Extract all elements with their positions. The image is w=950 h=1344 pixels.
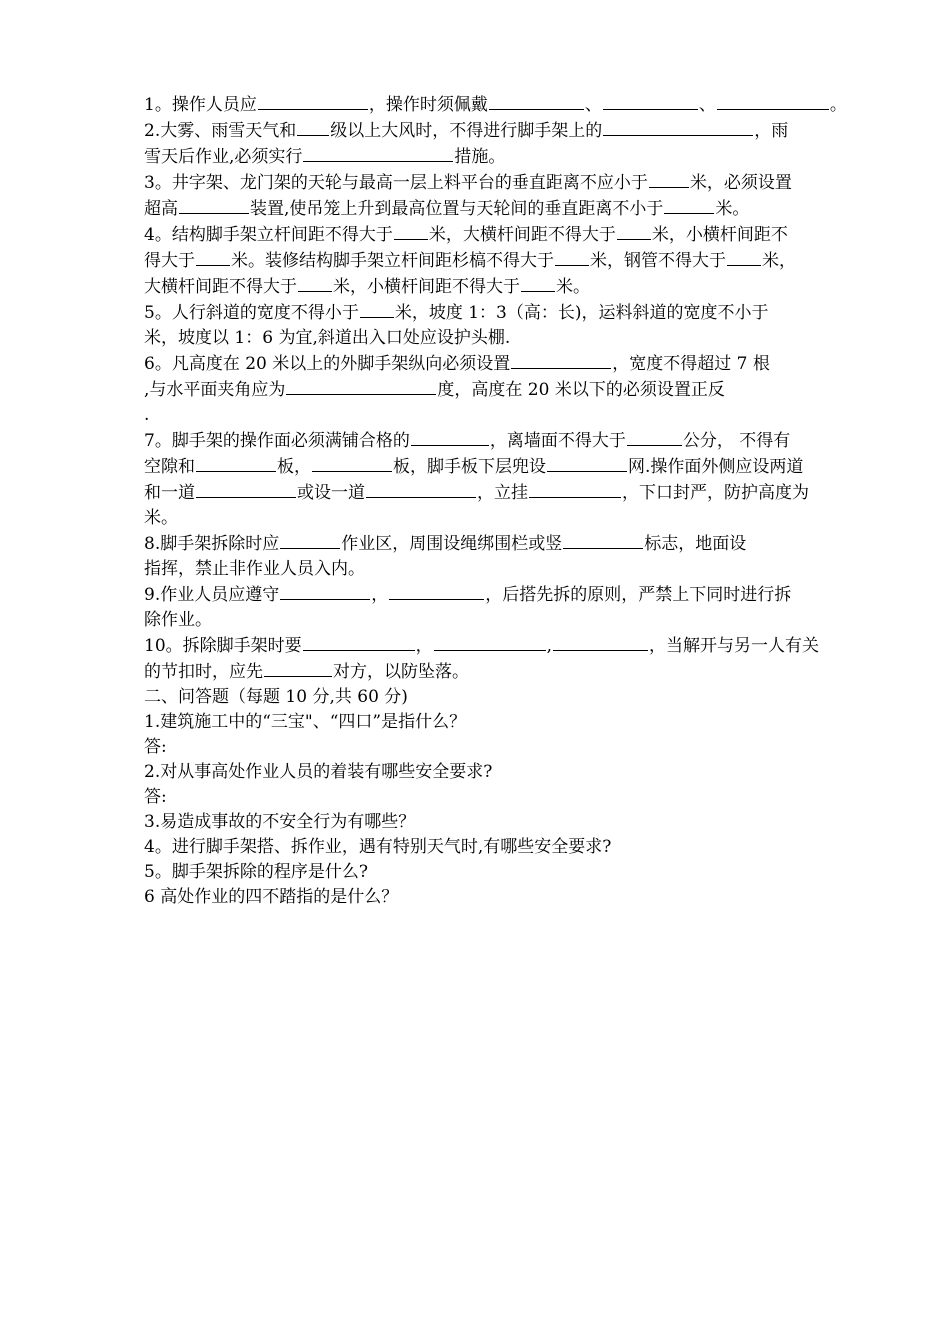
- question-q1: [144, 92, 866, 118]
- question-text: 8.脚手架拆除时应: [144, 534, 280, 554]
- answer-blank: [394, 222, 428, 240]
- answer-blank: [434, 633, 546, 651]
- question-line: [144, 196, 866, 222]
- question-text: 米，大横杆间距不得大于: [428, 225, 616, 245]
- answer-label: 答:: [144, 787, 167, 807]
- answer-blank: [511, 351, 611, 369]
- question-text: 5。人行斜道的宽度不得小于: [144, 303, 359, 323]
- question-line: [144, 248, 866, 274]
- answer-blank: [366, 480, 476, 498]
- qa-item: 2.对从事高处作业人员的着装有哪些安全要求?: [144, 762, 493, 782]
- question-text: 米，钢管不得大于: [590, 251, 726, 271]
- qa-item: 3.易造成事故的不安全行为有哪些？: [144, 812, 416, 832]
- question-text: 网.操作面外侧应设两道: [628, 457, 804, 477]
- question-line: [144, 118, 866, 144]
- question-text: 6。凡高度在 20 米以上的外脚手架纵向必须设置: [144, 354, 511, 374]
- question-text: 空隙和: [144, 457, 195, 477]
- question-text: 度，高度在 20 米以下的必须设置正反: [437, 380, 725, 400]
- question-text: ，立挂: [477, 483, 528, 503]
- question-text: 或设一道: [297, 483, 365, 503]
- question-text: ，离墙面不得大于: [489, 431, 626, 451]
- question-line: [144, 531, 866, 557]
- answer-blank: [627, 428, 682, 446]
- question-text: 标志，地面设: [644, 534, 747, 554]
- question-text: 米。: [715, 199, 750, 219]
- answer-blank: [179, 196, 249, 214]
- answer-label: 答:: [144, 737, 167, 757]
- question-text: ，: [371, 585, 389, 605]
- question-line: [144, 582, 866, 608]
- question-text: 大横杆间距不得大于: [144, 277, 297, 297]
- answer-blank: [529, 480, 621, 498]
- question-text: 米。装修结构脚手架立杆间距杉槁不得大于: [231, 251, 554, 271]
- qa-item: 5。脚手架拆除的程序是什么?: [144, 862, 368, 882]
- answer-blank: [280, 582, 370, 600]
- answer-blank: [547, 454, 627, 472]
- answer-blank: [196, 248, 230, 266]
- question-line: [144, 608, 866, 633]
- question-text: 、: [584, 95, 602, 115]
- question-text: ，下口封严，防护高度为: [622, 483, 809, 503]
- answer-blank: [312, 454, 392, 472]
- question-text: 和一道: [144, 483, 195, 503]
- question-text: 、: [698, 95, 716, 115]
- question-text: 1。操作人员应: [144, 95, 257, 115]
- question-text: .: [144, 405, 150, 425]
- answer-blank: [727, 248, 761, 266]
- question-line: [144, 633, 866, 659]
- answer-blank: [297, 118, 329, 136]
- question-text: 米，小横杆间距不得大于: [333, 277, 520, 297]
- question-q4: [144, 222, 866, 300]
- answer-blank: [617, 222, 651, 240]
- question-text: 的节扣时，应先: [144, 662, 263, 682]
- answer-blank: [649, 170, 689, 188]
- answer-blank: [563, 531, 643, 549]
- answer-blank: [555, 248, 589, 266]
- question-text: 2.大雾、雨雪天气和: [144, 121, 297, 141]
- question-text: ，当解开与另一人有关: [649, 636, 820, 656]
- question-line: [144, 377, 866, 403]
- question-line: [144, 506, 866, 531]
- answer-blank: [196, 454, 276, 472]
- question-line: [144, 403, 866, 428]
- question-text: ，雨: [754, 121, 789, 141]
- question-line: [144, 351, 866, 377]
- question-text: 作业区，周围设绳绑围栏或竖: [341, 534, 563, 554]
- document-page: [144, 92, 866, 910]
- qa-item: 4。进行脚手架搭、拆作业，遇有特别天气时,有哪些安全要求?: [144, 837, 612, 857]
- fill-in-section: [144, 92, 866, 685]
- question-q7: [144, 428, 866, 531]
- answer-blank: [603, 118, 753, 136]
- question-line: [144, 428, 866, 454]
- answer-blank: [521, 274, 555, 292]
- question-text: 9.作业人员应遵守: [144, 585, 280, 605]
- question-q8: [144, 531, 866, 582]
- question-text: 板，脚手板下层兜设: [393, 457, 546, 477]
- answer-blank: [411, 428, 489, 446]
- question-line: [144, 454, 866, 480]
- answer-blank: [717, 92, 829, 110]
- question-q5: [144, 300, 866, 351]
- question-text: 7。脚手架的操作面必须满铺合格的: [144, 431, 410, 451]
- question-text: 除作业。: [144, 610, 212, 630]
- answer-blank: [603, 92, 698, 110]
- question-q6: [144, 351, 866, 428]
- answer-blank: [303, 633, 415, 651]
- question-text: 板，: [277, 457, 311, 477]
- answer-blank: [489, 92, 584, 110]
- question-text: ，: [415, 636, 433, 656]
- question-text: 米，必须设置: [689, 173, 792, 193]
- question-q10: [144, 633, 866, 685]
- answer-blank: [196, 480, 296, 498]
- question-line: [144, 222, 866, 248]
- question-text: 公分， 不得有: [682, 431, 791, 451]
- answer-blank: [664, 196, 714, 214]
- question-text: 4。结构脚手架立杆间距不得大于: [144, 225, 393, 245]
- question-text: 米，坡度 1：3（高：长)，运料斜道的宽度不小于: [394, 303, 769, 323]
- question-text: ，操作时须佩戴: [368, 95, 488, 115]
- answer-blank: [264, 659, 332, 677]
- question-text: ，后搭先拆的原则，严禁上下同时进行拆: [485, 585, 792, 605]
- question-text: 米，坡度以 1：6 为宜,斜道出入口处应设护头棚.: [144, 328, 511, 348]
- question-text: 。: [829, 95, 847, 115]
- qa-heading: 二、问答题（每题 10 分,共 60 分): [144, 687, 408, 707]
- question-line: [144, 326, 866, 351]
- question-text: 10。拆除脚手架时要: [144, 636, 302, 656]
- question-text: 对方，以防坠落。: [333, 662, 469, 682]
- question-text: 装置,使吊笼上升到最高位置与天轮间的垂直距离不小于: [250, 199, 664, 219]
- question-line: [144, 274, 866, 300]
- question-q2: [144, 118, 866, 170]
- question-line: [144, 300, 866, 326]
- qa-item: 1.建筑施工中的“三宝"、“四口”是指什么？: [144, 712, 467, 732]
- question-q9: [144, 582, 866, 633]
- question-q3: [144, 170, 866, 222]
- answer-blank: [360, 300, 394, 318]
- question-text: 3。井字架、龙门架的天轮与最高一层上料平台的垂直距离不应小于: [144, 173, 648, 193]
- question-line: [144, 170, 866, 196]
- question-text: 米。: [144, 508, 178, 528]
- question-text: 指挥，禁止非作业人员入内。: [144, 559, 365, 579]
- question-line: [144, 144, 866, 170]
- question-text: 级以上大风时，不得进行脚手架上的: [330, 121, 603, 141]
- answer-blank: [258, 92, 368, 110]
- qa-item: 6 高处作业的四不踏指的是什么？: [144, 887, 399, 907]
- qa-section: [144, 685, 866, 910]
- question-line: [144, 659, 866, 685]
- question-text: 米。: [556, 277, 590, 297]
- question-text: ，宽度不得超过 7 根: [612, 354, 770, 374]
- answer-blank: [553, 633, 648, 651]
- answer-blank: [298, 274, 332, 292]
- question-line: [144, 557, 866, 582]
- answer-blank: [280, 531, 340, 549]
- question-line: [144, 92, 866, 118]
- question-text: 雪天后作业,必须实行: [144, 147, 303, 167]
- question-text: 措施。: [454, 147, 506, 167]
- question-text: ,: [546, 636, 553, 656]
- question-text: 米，: [762, 251, 796, 271]
- answer-blank: [286, 377, 436, 395]
- question-text: 超高: [144, 199, 178, 219]
- question-text: ,与水平面夹角应为: [144, 380, 286, 400]
- answer-blank: [303, 144, 453, 162]
- question-line: [144, 480, 866, 506]
- question-text: 米，小横杆间距不: [651, 225, 788, 245]
- question-text: 得大于: [144, 251, 195, 271]
- answer-blank: [389, 582, 484, 600]
